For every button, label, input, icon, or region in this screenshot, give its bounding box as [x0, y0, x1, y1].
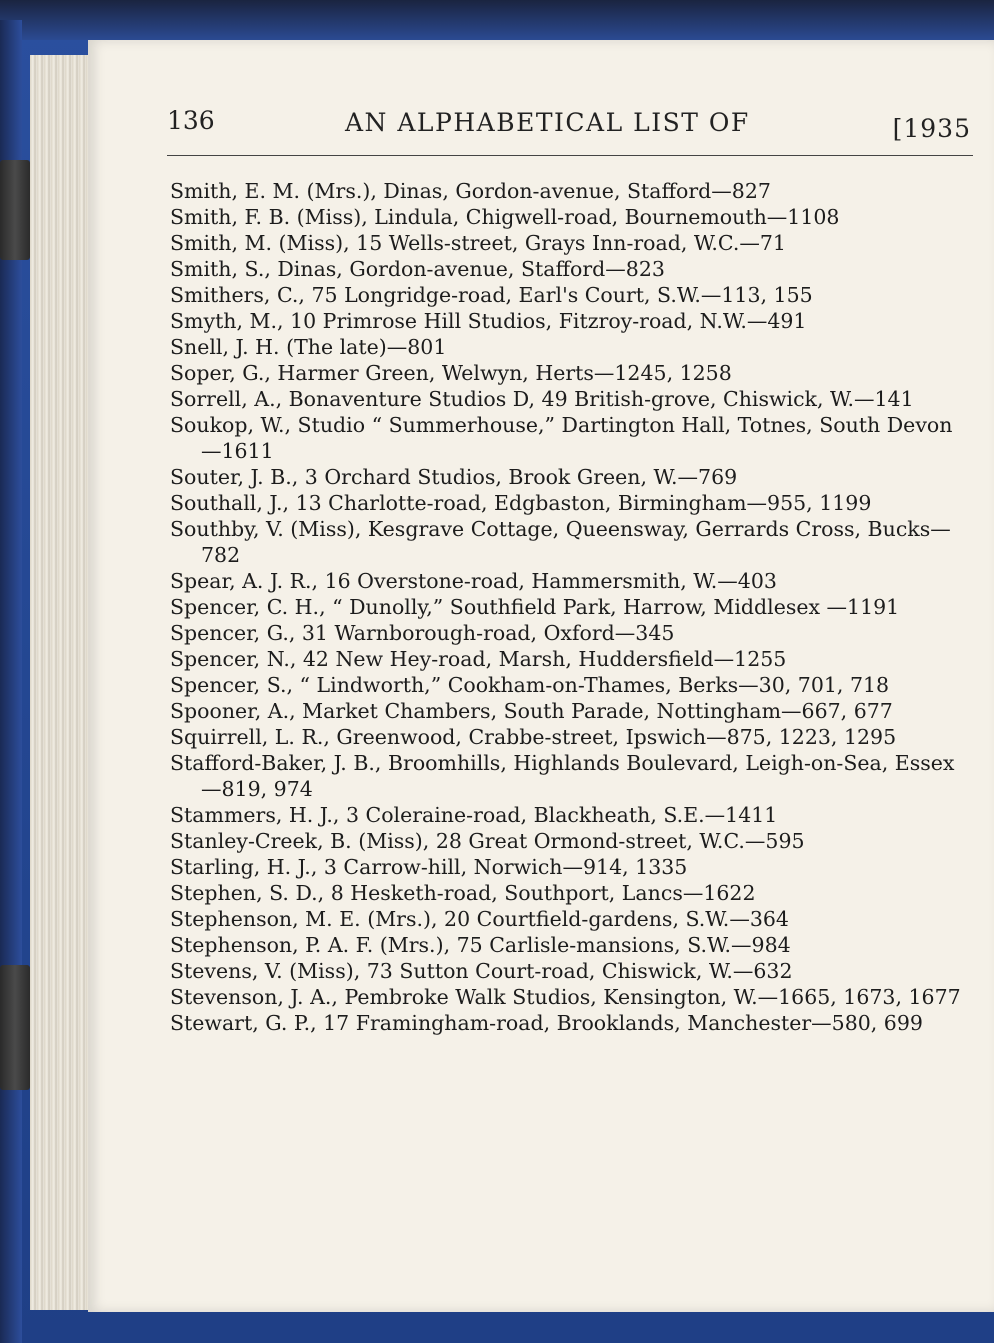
list-entry: Stewart, G. P., 17 Framingham-road, Brooklands, Manchester—580, 699 — [170, 1011, 923, 1035]
list-entry: Spencer, G., 31 Warnborough-road, Oxford—345 — [170, 621, 675, 645]
directory-list — [170, 178, 965, 1036]
list-entry: Smith, S., Dinas, Gordon-avenue, Stafford—823 — [170, 257, 665, 281]
list-entry: Southall, J., 13 Charlotte-road, Edgbaston, Birmingham—955, 1199 — [170, 491, 872, 515]
list-entry: Squirrell, L. R., Greenwood, Crabbe-street, Ipswich—875, 1223, 1295 — [170, 725, 897, 749]
list-entry: Stanley-Creek, B. (Miss), 28 Great Ormond-street, W.C.—595 — [170, 829, 805, 853]
list-entry: Souter, J. B., 3 Orchard Studios, Brook Green, W.—769 — [170, 465, 738, 489]
list-entry: Southby, V. (Miss), Kesgrave Cottage, Queensway, Gerrards Cross, Bucks—782 — [170, 517, 951, 567]
list-entry: Sorrell, A., Bonaventure Studios D, 49 British-grove, Chiswick, W.—141 — [170, 387, 914, 411]
list-entry: Smyth, M., 10 Primrose Hill Studios, Fitzroy-road, N.W.—491 — [170, 309, 807, 333]
binding-clasp-upper — [0, 160, 30, 260]
header-year: [1935 — [892, 114, 971, 143]
cover-top-edge — [0, 0, 994, 40]
list-entry: Spencer, C. H., “ Dunolly,” Southfield Park, Harrow, Middlesex —1191 — [170, 595, 900, 619]
list-entry: Stevenson, J. A., Pembroke Walk Studios, Kensington, W.—1665, 1673, 1677 — [170, 985, 961, 1009]
list-entry: Spencer, S., “ Lindworth,” Cookham-on-Thames, Berks—30, 701, 718 — [170, 673, 890, 697]
list-entry: Smith, M. (Miss), 15 Wells-street, Grays Inn-road, W.C.—71 — [170, 231, 786, 255]
page-number: 136 — [167, 106, 215, 135]
list-entry: Spear, A. J. R., 16 Overstone-road, Hammersmith, W.—403 — [170, 569, 777, 593]
running-title: AN ALPHABETICAL LIST OF — [345, 108, 750, 137]
list-entry: Starling, H. J., 3 Carrow-hill, Norwich—914, 1335 — [170, 855, 688, 879]
page-header — [167, 106, 975, 146]
list-entry: Spooner, A., Market Chambers, South Parade, Nottingham—667, 677 — [170, 699, 893, 723]
list-entry: Smith, F. B. (Miss), Lindula, Chigwell-road, Bournemouth—1108 — [170, 205, 840, 229]
header-rule — [167, 155, 973, 156]
list-entry: Stevens, V. (Miss), 73 Sutton Court-road, Chiswick, W.—632 — [170, 959, 793, 983]
list-entry: Stephenson, M. E. (Mrs.), 20 Courtfield-gardens, S.W.—364 — [170, 907, 789, 931]
list-entry: Stammers, H. J., 3 Coleraine-road, Blackheath, S.E.—1411 — [170, 803, 778, 827]
list-entry: Spencer, N., 42 New Hey-road, Marsh, Huddersfield—1255 — [170, 647, 787, 671]
binding-clasp-lower — [0, 965, 30, 1090]
list-entry: Stephen, S. D., 8 Hesketh-road, Southport, Lancs—1622 — [170, 881, 756, 905]
list-entry: Smith, E. M. (Mrs.), Dinas, Gordon-avenue, Stafford—827 — [170, 179, 771, 203]
list-entry: Soukop, W., Studio “ Summerhouse,” Dartington Hall, Totnes, South Devon—1611 — [170, 413, 953, 463]
list-entry: Snell, J. H. (The late)—801 — [170, 335, 447, 359]
list-entry: Stephenson, P. A. F. (Mrs.), 75 Carlisle-mansions, S.W.—984 — [170, 933, 791, 957]
list-entry: Smithers, C., 75 Longridge-road, Earl's Court, S.W.—113, 155 — [170, 283, 813, 307]
list-entry: Stafford-Baker, J. B., Broomhills, Highlands Boulevard, Leigh-on-Sea, Essex—819, 974 — [170, 751, 955, 801]
list-entry: Soper, G., Harmer Green, Welwyn, Herts—1245, 1258 — [170, 361, 732, 385]
